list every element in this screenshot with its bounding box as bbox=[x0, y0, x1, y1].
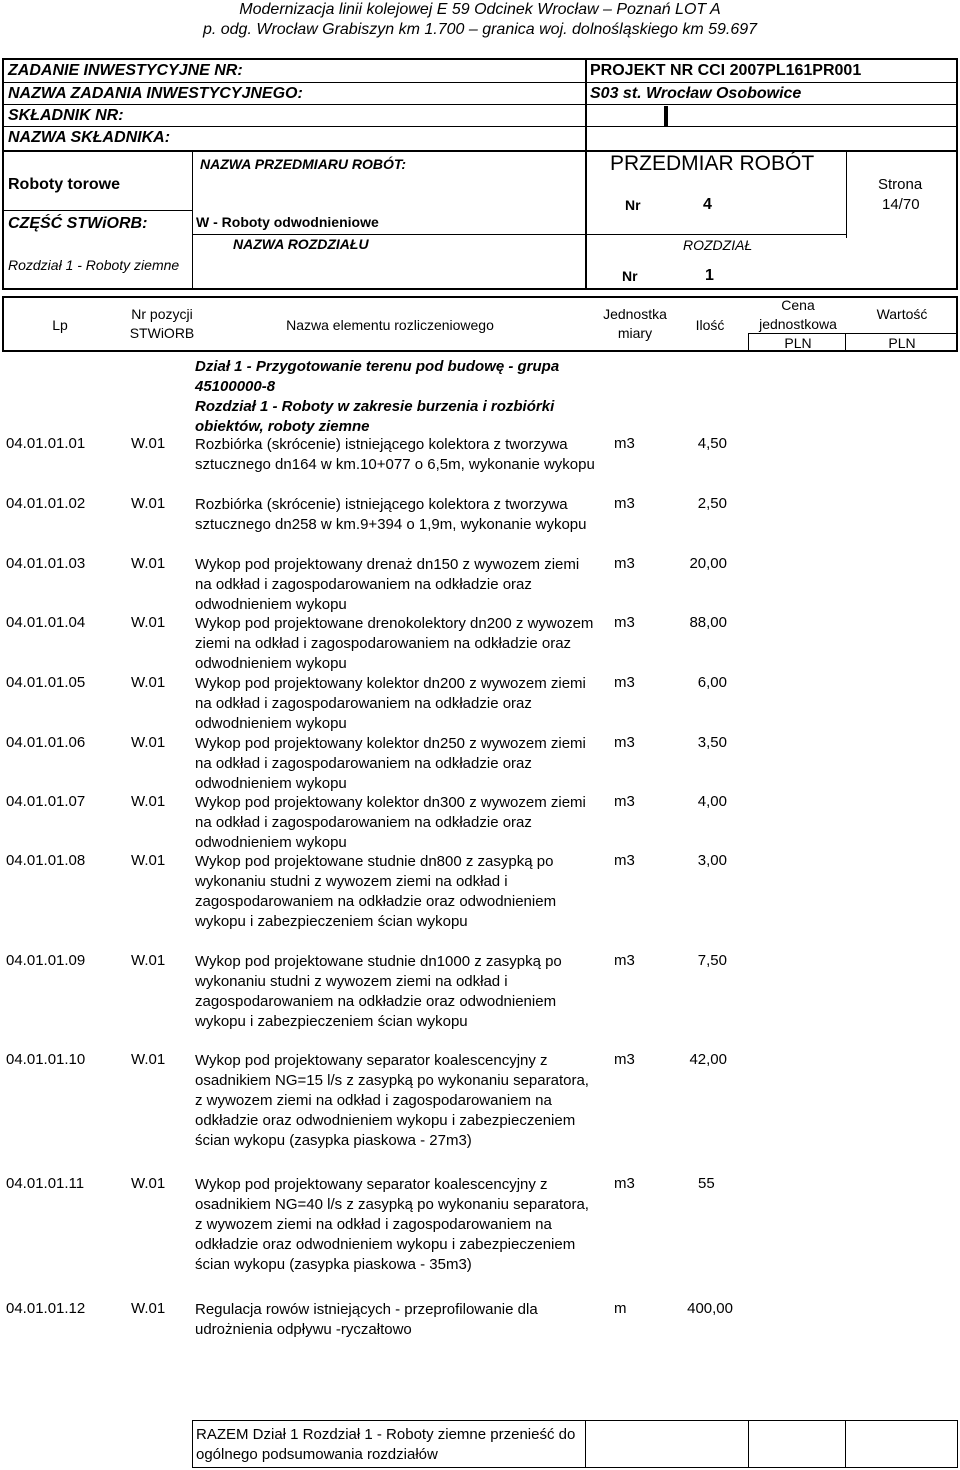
row-quantity: 55 bbox=[698, 1175, 715, 1192]
row-unit: m3 bbox=[614, 555, 635, 572]
row-position: W.01 bbox=[131, 1300, 166, 1317]
row-description: Wykop pod projektowany kolektor dn200 z wywozem ziemi na odkład i zagospodarowaniem na odkładzie oraz odwodnieniem wykopu bbox=[195, 675, 586, 732]
row-quantity: 42,00 bbox=[689, 1051, 727, 1068]
row-code: 04.01.01.01 bbox=[6, 435, 86, 452]
row-quantity: 3,00 bbox=[697, 852, 727, 869]
roboty-label: Roboty torowe bbox=[8, 176, 120, 193]
col-jednostka-1: Jednostka bbox=[603, 306, 667, 322]
header-border-right bbox=[956, 58, 958, 290]
footer-border-left bbox=[192, 1420, 193, 1468]
row-quantity: 4,00 bbox=[697, 793, 727, 810]
row-position: W.01 bbox=[131, 674, 166, 691]
row-quantity: 3,50 bbox=[697, 734, 727, 751]
row-description: Wykop pod projektowany kolektor dn250 z wywozem ziemi na odkład i zagospodarowaniem na odkładzie oraz odwodnieniem wykopu bbox=[195, 735, 586, 792]
header-line bbox=[2, 150, 958, 152]
header-line bbox=[585, 104, 956, 105]
row-description: Wykop pod projektowany kolektor dn300 z wywozem ziemi na odkład i zagospodarowaniem na odkładzie oraz odwodnieniem wykopu bbox=[195, 794, 586, 851]
nr2-value: 1 bbox=[705, 267, 714, 284]
row-description: Wykop pod projektowany drenaż dn150 z wywozem ziemi na odkład i zagospodarowaniem na odkładzie oraz odwodnieniem wykopu bbox=[195, 556, 580, 613]
row-position: W.01 bbox=[131, 852, 166, 869]
col-nazwa: Nazwa elementu rozliczeniowego bbox=[286, 317, 494, 333]
row-unit: m3 bbox=[614, 614, 635, 631]
row-position: W.01 bbox=[131, 555, 166, 572]
header-divider bbox=[846, 150, 847, 238]
station-name: S03 st. Wrocław Osobowice bbox=[590, 85, 802, 102]
col-cena-unit: PLN bbox=[784, 335, 812, 351]
row-quantity: 2,50 bbox=[697, 495, 727, 512]
row-code: 04.01.01.08 bbox=[6, 852, 86, 869]
przedmiar-title: PRZEDMIAR ROBÓT bbox=[610, 152, 815, 175]
row-description: Wykop pod projektowane studnie dn1000 z zasypką po wykonaniu studni z wywozem ziemi na odkład i zagospodarowaniem na odkładzie oraz odwodnieniem wykopu i zabezpieczeniem ścian wykopu bbox=[195, 953, 562, 1030]
row-code: 04.01.01.11 bbox=[6, 1175, 85, 1192]
row-unit: m3 bbox=[614, 674, 635, 691]
row-code: 04.01.01.03 bbox=[6, 555, 86, 572]
row-quantity: 88,00 bbox=[689, 614, 727, 631]
rozdzial-label: ROZDZIAŁ bbox=[683, 237, 753, 253]
row-code: 04.01.01.10 bbox=[6, 1051, 86, 1068]
col-cena-2: jednostkowa bbox=[759, 316, 837, 332]
header-line bbox=[585, 126, 956, 127]
row-code: 04.01.01.09 bbox=[6, 952, 86, 969]
row-unit: m3 bbox=[614, 435, 635, 452]
header-line bbox=[192, 234, 585, 235]
nr-value: 4 bbox=[703, 196, 712, 213]
row-quantity: 20,00 bbox=[689, 555, 727, 572]
header-border-bottom bbox=[2, 288, 958, 290]
row-code: 04.01.01.02 bbox=[6, 495, 86, 512]
project-title-line2: p. odg. Wrocław Grabiszyn km 1.700 – granica woj. dolnośląskiego km 59.697 bbox=[202, 21, 758, 38]
zadanie-label: ZADANIE INWESTYCYJNE NR: bbox=[8, 62, 243, 79]
nazwa-skladnika-label: NAZWA SKŁADNIKA: bbox=[8, 129, 171, 146]
col-wartosc: Wartość bbox=[876, 306, 928, 322]
projekt-nr: PROJEKT NR CCI 2007PL161PR001 bbox=[590, 62, 862, 79]
row-unit: m3 bbox=[614, 793, 635, 810]
header-line bbox=[2, 82, 585, 83]
header-line bbox=[585, 234, 846, 235]
razem-text: RAZEM Dział 1 Rozdział 1 - Roboty ziemne przenieść do ogólnego podsumowania rozdziałów bbox=[196, 1426, 576, 1463]
czesc-label: CZĘŚĆ STWiORB: bbox=[8, 215, 148, 232]
row-code: 04.01.01.07 bbox=[6, 793, 86, 810]
rozdzial-left: Rozdział 1 - Roboty ziemne bbox=[8, 257, 180, 273]
col-ilosc: Ilość bbox=[695, 317, 725, 333]
col-cena-1: Cena bbox=[781, 297, 815, 313]
row-description: Wykop pod projektowany separator koalescencyjny z osadnikiem NG=15 l/s z zasypką po wykonaniu separatora, z wywozem ziemi na odkład i zagospodarowaniem na odkładzie oraz odwodnieniem wykopu i zabezpieczeniem ścian wykopu (zasypka piaskowa - 27m3) bbox=[195, 1052, 589, 1149]
header-line bbox=[2, 104, 585, 105]
row-code: 04.01.01.06 bbox=[6, 734, 86, 751]
row-position: W.01 bbox=[131, 793, 166, 810]
row-description: Rozbiórka (skrócenie) istniejącego kolektora z tworzywa sztucznego dn258 w km.9+394 o 1,9m, wykonanie wykopu bbox=[195, 496, 587, 533]
nr-label: Nr bbox=[625, 197, 641, 213]
col-wartosc-unit: PLN bbox=[888, 335, 916, 351]
col-lp: Lp bbox=[52, 317, 68, 333]
row-position: W.01 bbox=[131, 1051, 166, 1068]
footer-border-right bbox=[957, 1420, 958, 1468]
header-divider bbox=[585, 58, 587, 290]
nr2-label: Nr bbox=[622, 268, 638, 284]
row-position: W.01 bbox=[131, 495, 166, 512]
header-border-left bbox=[2, 58, 4, 290]
colhead-border-right bbox=[956, 296, 958, 352]
row-quantity: 400,00 bbox=[687, 1300, 733, 1317]
row-unit: m3 bbox=[614, 734, 635, 751]
row-quantity: 4,50 bbox=[697, 435, 727, 452]
row-unit: m3 bbox=[614, 1051, 635, 1068]
row-description: Rozbiórka (skrócenie) istniejącego kolektora z tworzywa sztucznego dn164 w km.10+077 o 6,5m, wykonanie wykopu bbox=[195, 436, 595, 473]
skladnik-label: SKŁADNIK NR: bbox=[8, 107, 124, 124]
nazwa-rozdzialu-label: NAZWA ROZDZIAŁU bbox=[233, 236, 369, 252]
footer-border-top bbox=[192, 1420, 958, 1421]
col-nr-pozycji-1: Nr pozycji bbox=[131, 306, 193, 322]
row-position: W.01 bbox=[131, 734, 166, 751]
header-line bbox=[2, 210, 192, 211]
row-quantity: 7,50 bbox=[697, 952, 727, 969]
row-unit: m3 bbox=[614, 852, 635, 869]
footer-divider bbox=[585, 1420, 586, 1468]
row-description: Regulacja rowów istniejących - przeprofilowanie dla udrożnienia odpływu -ryczałtowo bbox=[195, 1301, 538, 1338]
row-unit: m3 bbox=[614, 1175, 635, 1192]
row-unit: m bbox=[614, 1300, 627, 1317]
row-description: Wykop pod projektowane drenokolektory dn200 z wywozem ziemi na odkład i zagospodarowaniem na odkładzie oraz odwodnieniem wykopu bbox=[195, 615, 594, 672]
col-jednostka-2: miary bbox=[617, 325, 653, 341]
row-position: W.01 bbox=[131, 952, 166, 969]
row-quantity: 6,00 bbox=[697, 674, 727, 691]
row-description: Wykop pod projektowane studnie dn800 z zasypką po wykonaniu studni z wywozem ziemi na odkład i zagospodarowaniem na odkładzie oraz odwodnieniem wykopu i zabezpieczeniem ścian wykopu bbox=[195, 853, 557, 930]
header-divider bbox=[192, 150, 193, 288]
strona-label: Strona bbox=[878, 176, 923, 193]
header-line bbox=[585, 82, 956, 83]
project-title-line1: Modernizacja linii kolejowej E 59 Odcinek Wrocław – Poznań LOT A bbox=[239, 1, 721, 18]
nazwa-przedmiaru-label: NAZWA PRZEDMIARU ROBÓT: bbox=[200, 156, 407, 172]
row-unit: m3 bbox=[614, 495, 635, 512]
col-nr-pozycji-2: STWiORB bbox=[129, 325, 195, 341]
row-code: 04.01.01.05 bbox=[6, 674, 86, 691]
row-position: W.01 bbox=[131, 1175, 166, 1192]
footer-border-bottom bbox=[192, 1467, 958, 1468]
strona-value: 14/70 bbox=[882, 196, 920, 213]
nazwa-zadania-label: NAZWA ZADANIA INWESTYCYJNEGO: bbox=[8, 85, 303, 102]
row-code: 04.01.01.12 bbox=[6, 1300, 86, 1317]
cursor-bar bbox=[664, 106, 668, 126]
section-rozdzial: Rozdział 1 - Roboty w zakresie burzenia i rozbiórki obiektów, roboty ziemne bbox=[195, 398, 555, 435]
row-position: W.01 bbox=[131, 435, 166, 452]
header-line bbox=[2, 126, 585, 127]
section-dzial: Dział 1 - Przygotowanie terenu pod budowę - grupa 45100000-8 bbox=[195, 358, 560, 395]
footer-divider bbox=[748, 1420, 749, 1468]
colhead-border-left bbox=[2, 296, 4, 352]
row-description: Wykop pod projektowany separator koalescencyjny z osadnikiem NG=40 l/s z zasypką po wykonaniu separatora, z wywozem ziemi na odkład i zagospodarowaniem na odkładzie oraz odwodnieniem wykopu i zabezpieczeniem ścian wykopu (zasypka piaskowa - 35m3) bbox=[195, 1176, 589, 1273]
przedmiar-name: W - Roboty odwodnieniowe bbox=[196, 214, 379, 230]
footer-divider bbox=[845, 1420, 846, 1468]
row-position: W.01 bbox=[131, 614, 166, 631]
header-border-top bbox=[2, 58, 958, 60]
row-code: 04.01.01.04 bbox=[6, 614, 86, 631]
row-unit: m3 bbox=[614, 952, 635, 969]
